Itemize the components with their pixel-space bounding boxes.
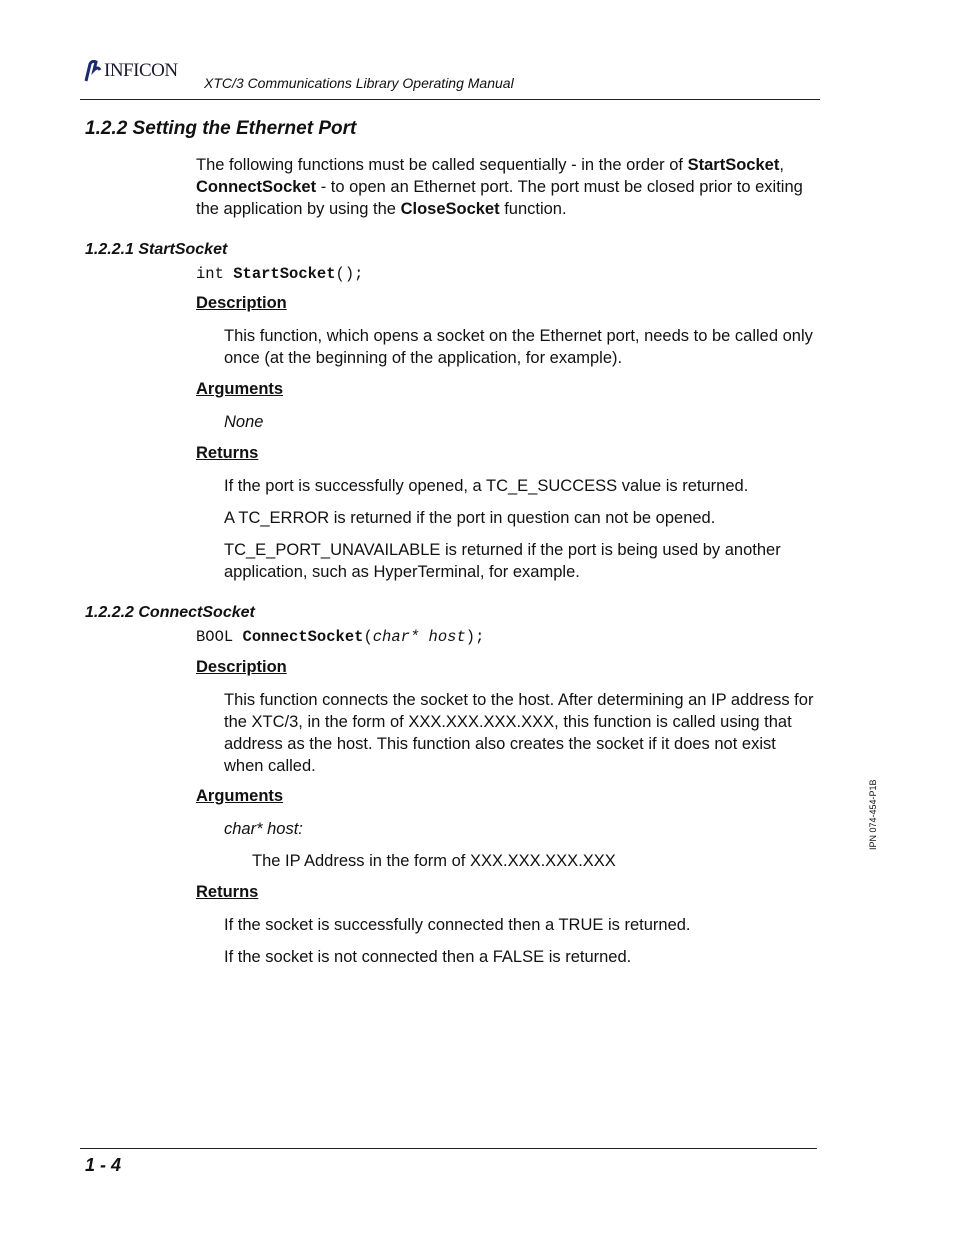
startsocket-return-type: int: [196, 265, 234, 283]
section-heading: 1.2.2 Setting the Ethernet Port: [85, 118, 357, 139]
connectsocket-heading: 1.2.2.2 ConnectSocket: [85, 604, 255, 621]
startsocket-function-name: StartSocket: [233, 265, 336, 283]
connectsocket-return-type: BOOL: [196, 628, 243, 646]
manual-title: XTC/3 Communications Library Operating Manual: [204, 75, 514, 91]
startsocket-args: ();: [335, 265, 364, 283]
startsocket-arguments-label: Arguments: [196, 380, 284, 398]
page-number: 1 - 4: [85, 1155, 122, 1175]
startsocket-return-3: TC_E_PORT_UNAVAILABLE is returned if the port is being used by another application, such as HyperTerminal, for example.: [224, 541, 781, 581]
startsocket-returns-label: Returns: [196, 444, 259, 462]
startsocket-return-1: If the port is successfully opened, a TC_E_SUCCESS value is returned.: [224, 477, 749, 495]
intro-text-1: The following functions must be called sequentially - in the order of: [196, 156, 688, 174]
connectsocket-description: This function connects the socket to the host. After determining an IP address for the XTC/3, in the form of XXX.XXX.XXX.XXX, this function is called using that address as the host. This function also creates the socket if it does not exist when called.: [224, 691, 814, 775]
connectsocket-arguments-label: Arguments: [196, 787, 284, 805]
startsocket-signature: [196, 265, 363, 283]
intro-text-2: ,: [779, 156, 784, 174]
intro-paragraph: [196, 154, 816, 220]
intro-bold-connectsocket: ConnectSocket: [196, 178, 317, 196]
connectsocket-returns-label: Returns: [196, 883, 259, 901]
connectsocket-paren-close: );: [465, 628, 485, 646]
footer-rule: [80, 1148, 817, 1149]
startsocket-heading: 1.2.2.1 StartSocket: [85, 241, 228, 258]
startsocket-return-2: A TC_ERROR is returned if the port in question can not be opened.: [224, 509, 716, 527]
brand-logo: [82, 60, 178, 82]
connectsocket-return-1: If the socket is successfully connected then a TRUE is returned.: [224, 916, 691, 934]
inficon-logo-icon: [82, 60, 102, 82]
brand-name: INFICON: [104, 60, 178, 81]
connectsocket-return-2: If the socket is not connected then a FALSE is returned.: [224, 948, 632, 966]
header-rule: [80, 99, 820, 100]
intro-bold-startsocket: StartSocket: [687, 156, 780, 174]
startsocket-arguments: None: [224, 413, 264, 431]
intro-text-3: - to open an Ethernet port. The port must be closed prior to exiting the application by using the: [196, 178, 803, 218]
connectsocket-param: char* host: [372, 628, 466, 646]
connectsocket-signature: [196, 628, 484, 646]
connectsocket-paren-open: (: [363, 628, 373, 646]
intro-bold-closesocket: CloseSocket: [400, 200, 500, 218]
connectsocket-argument-name: char* host:: [224, 820, 303, 838]
connectsocket-function-name: ConnectSocket: [242, 628, 364, 646]
connectsocket-description-label: Description: [196, 658, 287, 676]
intro-text-4: function.: [499, 200, 567, 218]
startsocket-description: This function, which opens a socket on the Ethernet port, needs to be called only once (at the beginning of the application, for example).: [224, 327, 813, 367]
startsocket-description-label: Description: [196, 294, 287, 312]
document-id-label: IPN 074-454-P1B: [868, 779, 878, 850]
connectsocket-argument-desc: The IP Address in the form of XXX.XXX.XXX.XXX: [252, 852, 616, 870]
